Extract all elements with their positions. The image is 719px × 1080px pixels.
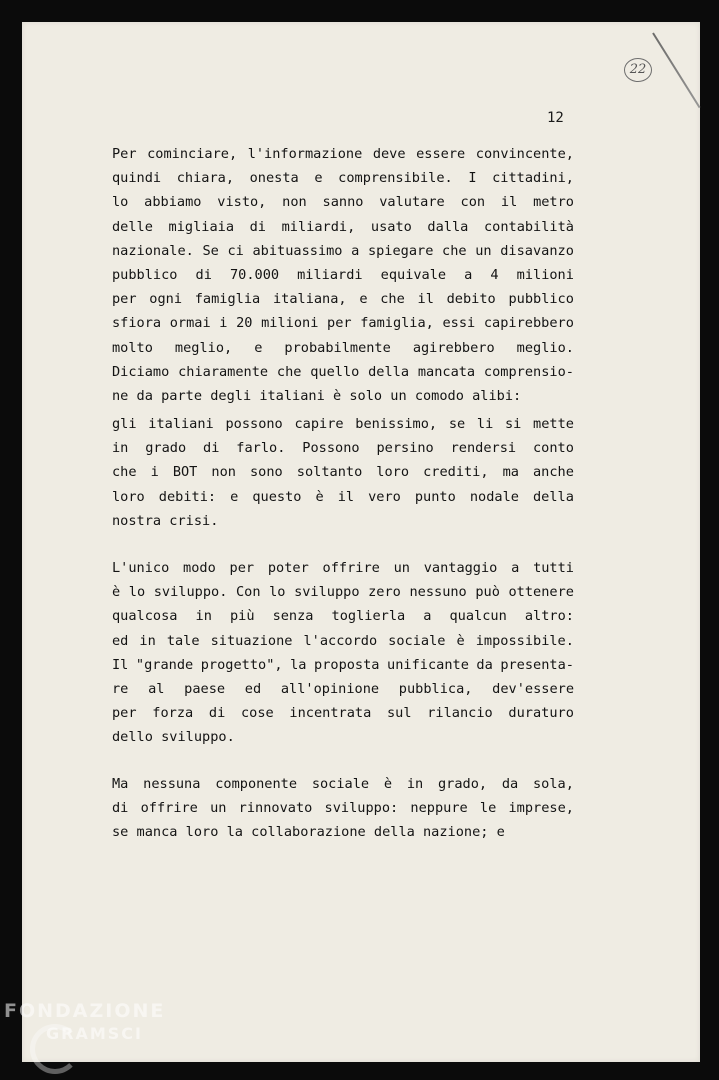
page-number: 12 — [547, 110, 564, 126]
text-line: nostra crisi. — [112, 512, 219, 529]
text-line: ed in tale situazione l'accordo sociale è impossibile. — [112, 632, 574, 649]
text-line: per ogni famiglia italiana, e che il debito pubblico — [112, 291, 574, 308]
text-line: Diciamo chiaramente che quello della mancata comprensio- — [112, 363, 574, 380]
text-line: di offrire un rinnovato sviluppo: neppure le imprese, — [112, 800, 574, 817]
archive-number-circle: 22 — [624, 58, 652, 82]
watermark-line-2: GRAMSCI — [46, 1024, 143, 1043]
text-line: delle migliaia di miliardi, usato dalla contabilità — [112, 218, 574, 235]
text-line: lo abbiamo visto, non sanno valutare con il metro — [112, 194, 574, 211]
text-line: L'unico modo per poter offrire un vantaggio a tutti — [112, 560, 574, 576]
text-line: nazionale. Se ci abituassimo a spiegare che un disavanzo — [112, 242, 574, 259]
text-line: Per cominciare, l'informazione deve essere convincente, — [112, 146, 574, 162]
paragraph-1 — [112, 142, 574, 408]
fondazione-gramsci-watermark — [4, 1000, 165, 1043]
logo-g-icon — [30, 1024, 80, 1074]
text-line: molto meglio, e probabilmente agirebbero meglio. — [112, 339, 574, 356]
text-line: gli italiani possono capire benissimo, se li si mette — [112, 416, 574, 432]
text-line: qualcosa in più senza toglierla a qualcun altro: — [112, 608, 574, 625]
text-line: ne da parte degli italiani è solo un comodo alibi: — [112, 387, 522, 404]
text-line: è lo sviluppo. Con lo sviluppo zero nessuno può ottenere — [112, 584, 574, 601]
text-line: dello sviluppo. — [112, 729, 235, 746]
paragraph-3 — [112, 556, 574, 750]
text-line: in grado di farlo. Possono persino rendersi conto — [112, 440, 574, 457]
text-line: pubblico di 70.000 miliardi equivale a 4 milioni — [112, 266, 574, 283]
text-line: sfiora ormai i 20 milioni per famiglia, essi capirebbero — [112, 315, 574, 332]
text-line: Ma nessuna componente sociale è in grado, da sola, — [112, 776, 574, 792]
watermark-line-1: FONDAZIONE — [4, 1000, 166, 1022]
text-line: per forza di cose incentrata sul rilancio duraturo — [112, 705, 574, 722]
text-line: re al paese ed all'opinione pubblica, dev'essere — [112, 680, 574, 697]
paragraph-4 — [112, 772, 574, 845]
text-line: quindi chiara, onesta e comprensibile. I cittadini, — [112, 170, 574, 187]
text-line: se manca loro la collaborazione della nazione; e — [112, 824, 505, 841]
text-line: che i BOT non sono soltanto loro crediti, ma anche — [112, 464, 574, 481]
paragraph-2 — [112, 412, 574, 533]
text-line: Il "grande progetto", la proposta unificante da presenta- — [112, 656, 574, 673]
text-line: loro debiti: e questo è il vero punto nodale della — [112, 488, 574, 505]
